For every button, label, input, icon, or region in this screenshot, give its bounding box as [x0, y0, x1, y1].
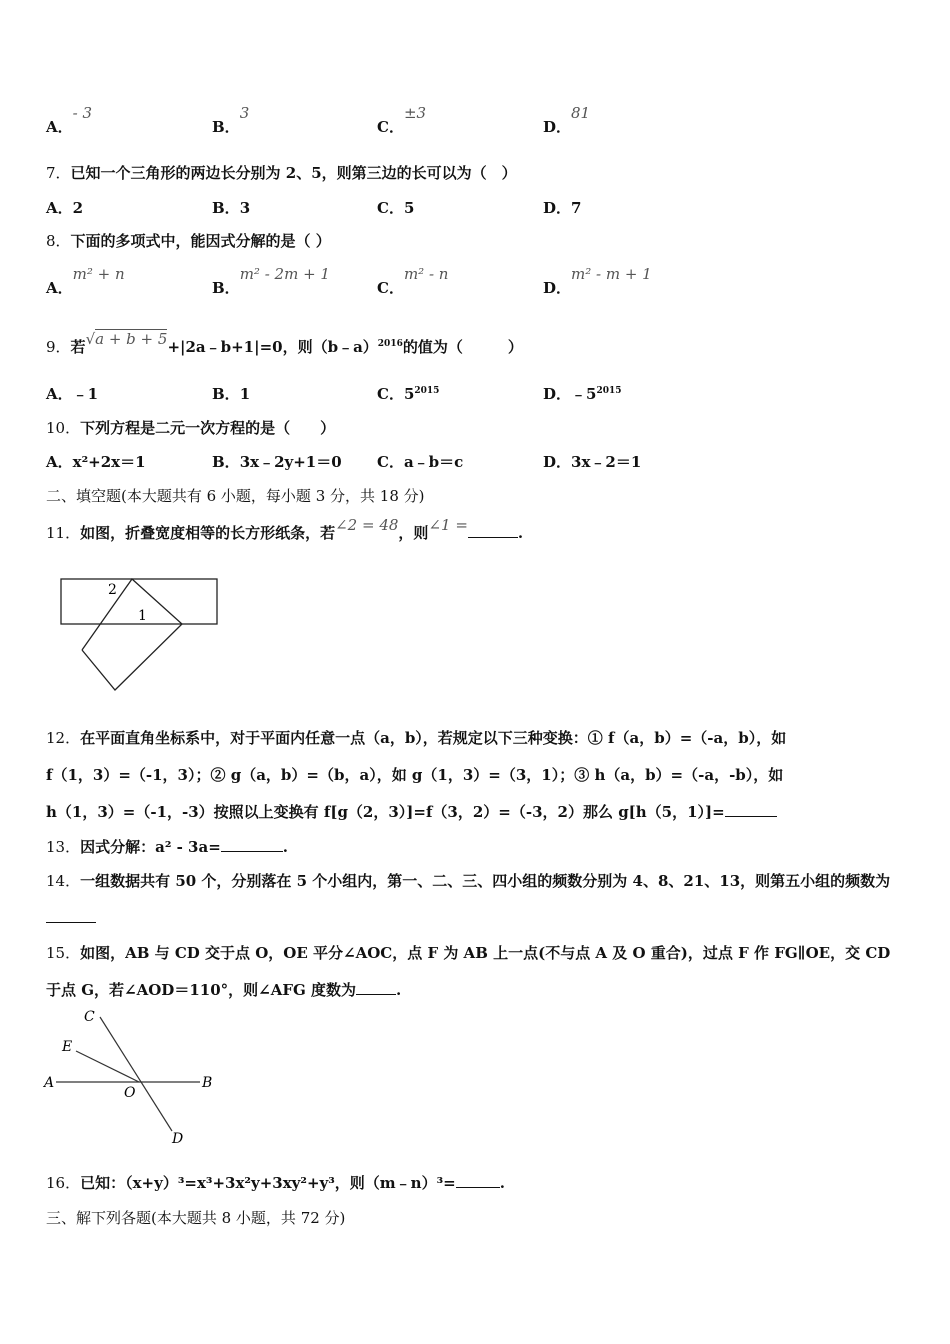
q11-stem: 11．如图，折叠宽度相等的长方形纸条，若∠2 = 48，则∠1 = . [46, 516, 524, 542]
point-e-label: E [62, 1039, 73, 1055]
q8-option-a: A．m² + n [46, 265, 125, 297]
q10-stem: 10．下列方程是二元一次方程的是（ ） [46, 419, 336, 437]
line-cd [100, 1017, 172, 1131]
q9-option-c: C．$5^{2015}$ [377, 385, 440, 403]
q7-option-c: C．5 [377, 199, 415, 217]
q13-stem: 13．因式分解：a² - 3a= . [46, 838, 289, 856]
q13-answer-blank[interactable] [221, 851, 283, 852]
q15-line1: 15．如图，AB 与 CD 交于点 O，OE 平分∠AOC，点 F 为 AB 上一点(不与点 A 及 O 重合)，过点 F 作 FG∥OE，交 CD [46, 944, 891, 962]
point-o-label: O [124, 1085, 136, 1101]
q15-line2: 于点 G，若∠AOD＝110°，则∠AFG 度数为 . [46, 981, 402, 999]
point-a-label: A [44, 1075, 55, 1091]
q7-option-d: D．7 [543, 199, 582, 217]
q12-answer-blank[interactable] [725, 816, 777, 817]
q6-option-c: C．±3 [377, 104, 427, 136]
section-2-heading: 二、填空题(本大题共有 6 小题，每小题 3 分，共 18 分) [46, 487, 425, 505]
q6-option-a-value: - 3 [72, 104, 93, 122]
point-b-label: B [202, 1075, 213, 1091]
q16-answer-blank[interactable] [456, 1187, 500, 1188]
q7-option-a: A．2 [46, 199, 84, 217]
q9-option-a: A．﹣1 [46, 385, 99, 403]
q8-option-d: D．m² - m + 1 [543, 265, 652, 297]
q14-answer-blank[interactable] [46, 908, 96, 923]
q10-option-b: B．3x﹣2y+1＝0 [212, 453, 342, 471]
q12-line3: h（1，3）=（-1，-3）按照以上变换有 f[g（2，3）]=f（3，2）=（-3，2）那么 g[h（5，1）]= [46, 801, 777, 822]
q6-option-a: A．- 3 [46, 104, 93, 136]
q16-stem: 16．已知：（x+y）³=x³+3x²y+3xy²+y³，则（m﹣n）³= . [46, 1174, 505, 1192]
q15-answer-blank[interactable] [356, 994, 396, 995]
q14-blank-line [46, 908, 96, 927]
q9-option-b: B．1 [212, 385, 251, 403]
q7-stem: 7．已知一个三角形的两边长分别为 2、5，则第三边的长可以为（ ） [46, 164, 517, 182]
q12-line1: 12．在平面直角坐标系中，对于平面内任意一点（a，b），若规定以下三种变换：① f（a，b）=（-a，b），如 [46, 729, 787, 747]
point-c-label: C [84, 1009, 95, 1025]
radical-sign: √a + b + 5 [85, 330, 168, 348]
q10-option-a: A．x²+2x＝1 [46, 453, 146, 471]
q10-option-c: C．a﹣b＝c [377, 453, 464, 471]
q8-option-b: B．m² - 2m + 1 [212, 265, 330, 297]
folded-part [82, 579, 182, 690]
q8-stem: 8．下面的多项式中，能因式分解的是（ ） [46, 232, 331, 250]
q11-math-angle1: ∠1 = [428, 516, 468, 534]
q6-option-d-value: 81 [571, 104, 591, 122]
section-3-heading: 三、解下列各题(本大题共 8 小题，共 72 分) [46, 1209, 346, 1227]
q11-math-angle2: ∠2 = 48 [335, 516, 399, 534]
q6-option-c-value: ±3 [403, 104, 427, 122]
point-d-label: D [172, 1131, 184, 1147]
q6-option-b: B．3 [212, 104, 250, 136]
angle-1-label: 1 [138, 608, 147, 624]
q8-option-c: C．m² - n [377, 265, 449, 297]
q9-stem: 9．若√a + b + 5+|2a﹣b+1|=0，则（b﹣a）$^{2016}$的值为（ ） [46, 330, 523, 356]
q6-option-d: D．81 [543, 104, 591, 136]
q6-option-b-value: 3 [239, 104, 250, 122]
q10-option-d: D．3x﹣2＝1 [543, 453, 642, 471]
q7-option-b: B．3 [212, 199, 251, 217]
q11-folded-strip-figure [58, 575, 222, 695]
q14-stem: 14．一组数据共有 50 个，分别落在 5 个小组内，第一、二、三、四小组的频数分别为 4、8、21、13，则第五小组的频数为 [46, 872, 891, 890]
q9-option-d: D．$﹣5^{2015}$ [543, 385, 622, 403]
q12-line2: f（1，3）=（-1，3）；② g（a，b）=（b，a），如 g（1，3）=（3，1）；③ h（a，b）=（-a，-b），如 [46, 766, 784, 784]
angle-2-label: 2 [108, 582, 117, 598]
ray-oe [76, 1051, 139, 1082]
q11-answer-blank[interactable] [468, 537, 518, 538]
radicand: a + b + 5 [95, 330, 168, 348]
q15-intersecting-lines-figure [42, 1005, 227, 1150]
